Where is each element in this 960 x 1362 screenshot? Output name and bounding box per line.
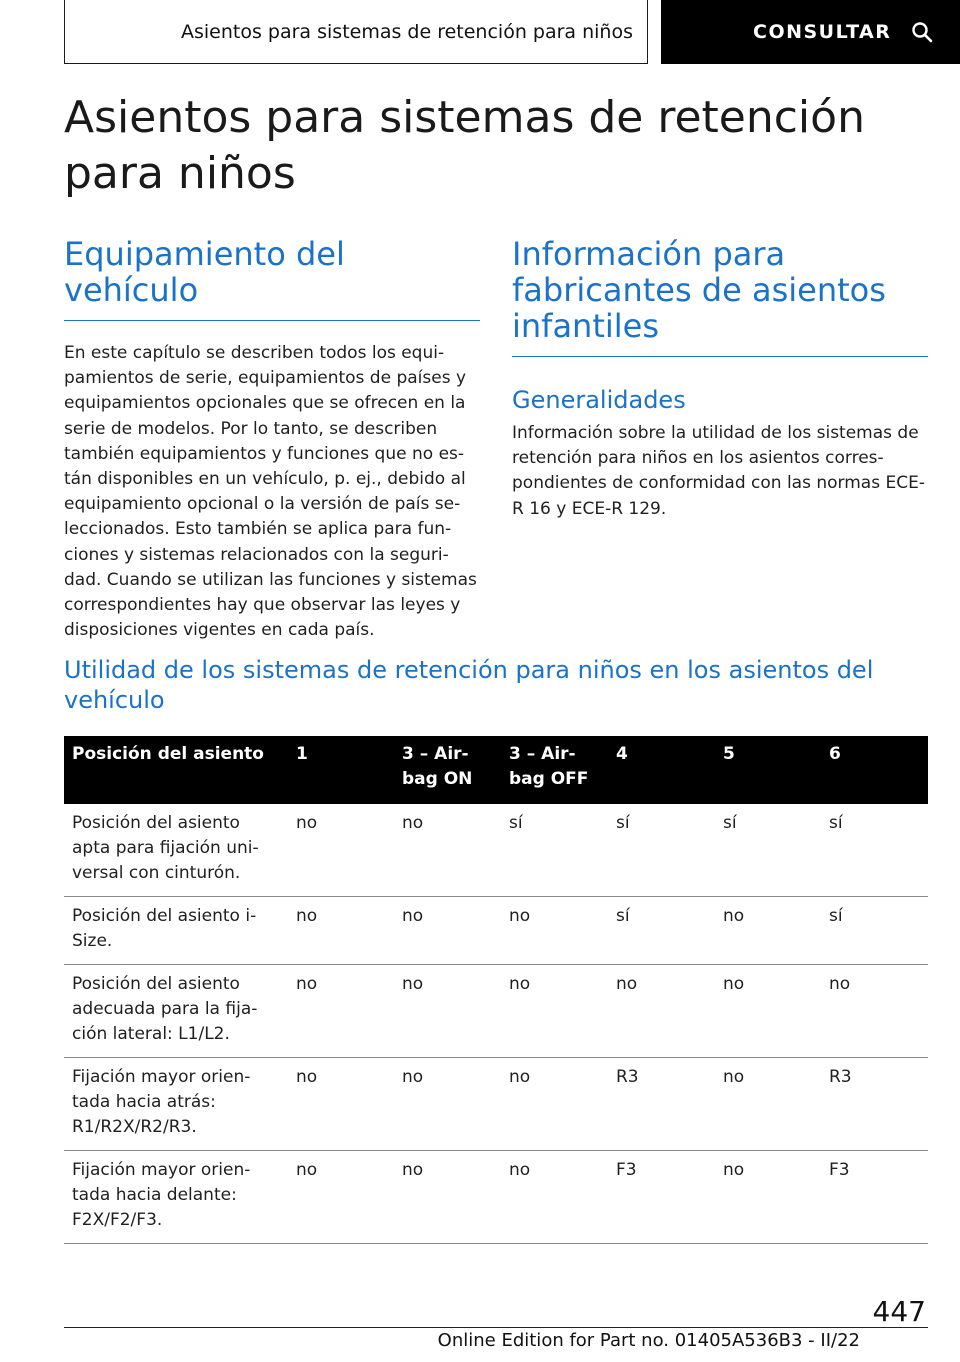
table-cell: no [608, 965, 715, 1058]
utility-title: Utilidad de los sistemas de retención para niños en los asientos del vehículo [64, 656, 874, 714]
table-cell: F3 [608, 1151, 715, 1244]
table-cell: no [501, 965, 608, 1058]
table-cell: no [715, 1151, 821, 1244]
seat-utility-table [64, 736, 928, 1244]
table-cell: sí [821, 804, 928, 897]
table-cell: sí [501, 804, 608, 897]
table-cell: no [715, 897, 821, 965]
table-cell: no [394, 1058, 501, 1151]
vehicle-equipment-body: En este capítulo se describen todos los equi-pamientos de serie, equipamientos de países y equipamientos opcionales que se ofrecen en la serie de modelos. Por lo tanto, se describen también equipamientos y funciones que no es-tán disponibles en un vehículo, p. ej., debido al equipamiento opcional o la versión de país se-leccionados. Esto también se aplica para fun-ciones y sistemas relacionados con la seguri-dad. Cuando se utilizan las funciones y sistemas correspondientes hay que observar las leyes y disposiciones vigentes en cada país. [64, 343, 477, 641]
manufacturer-info-section [512, 236, 928, 522]
search-icon [911, 21, 933, 43]
header-section-title-text: Asientos para sistemas de retención para niños [181, 20, 633, 43]
table-header: 6 [821, 736, 928, 804]
table-cell: no [288, 804, 394, 897]
table-cell: Fijación mayor orien-tada hacia delante: F2X/F2/F3. [64, 1151, 288, 1244]
footer-divider [64, 1327, 928, 1328]
table-cell: sí [608, 897, 715, 965]
table-cell: no [501, 1058, 608, 1151]
vehicle-equipment-section [64, 236, 480, 643]
table-cell: no [394, 897, 501, 965]
table-header: 3 – Air-bag ON [394, 736, 501, 804]
vehicle-equipment-heading: Equipamiento del vehículo [64, 236, 480, 321]
generalities-heading: Generalidades [512, 386, 686, 414]
table-cell: Posición del asiento apta para fijación uni-versal con cinturón. [64, 804, 288, 897]
table-row [64, 1151, 928, 1244]
table-header: Posición del asiento [64, 736, 288, 804]
generalities-body: Información sobre la utilidad de los sistemas de retención para niños en los asientos corres-pondientes de conformidad con las normas ECE-R 16 y ECE-R 129. [512, 423, 925, 519]
table-header: 5 [715, 736, 821, 804]
page-number: 447 [872, 1295, 926, 1328]
footer-edition: Online Edition for Part no. 01405A536B3 - II/22 [437, 1330, 860, 1351]
table-cell: sí [821, 897, 928, 965]
table-cell: Posición del asiento adecuada para la fija-ción lateral: L1/L2. [64, 965, 288, 1058]
table-cell: F3 [821, 1151, 928, 1244]
table-cell: no [394, 804, 501, 897]
table-row [64, 804, 928, 897]
table-cell: Fijación mayor orien-tada hacia atrás: R1/R2X/R2/R3. [64, 1058, 288, 1151]
table-row [64, 965, 928, 1058]
table-cell: no [394, 965, 501, 1058]
table-row [64, 897, 928, 965]
consult-button-label: CONSULTAR [753, 21, 892, 43]
table-cell: no [715, 965, 821, 1058]
manufacturer-info-heading: Información para fabricantes de asientos infantiles [512, 236, 928, 357]
table-cell: no [715, 1058, 821, 1151]
table-cell: no [394, 1151, 501, 1244]
table-cell: no [821, 965, 928, 1058]
table-cell: no [288, 1058, 394, 1151]
table-cell: R3 [608, 1058, 715, 1151]
table-header: 4 [608, 736, 715, 804]
table-cell: sí [608, 804, 715, 897]
page-title: Asientos para sistemas de retención para niños [64, 92, 865, 199]
table-header: 1 [288, 736, 394, 804]
table-header-row [64, 736, 928, 804]
consult-button[interactable] [661, 0, 960, 64]
table-cell: no [501, 1151, 608, 1244]
table-row [64, 1058, 928, 1151]
table-cell: no [288, 965, 394, 1058]
table-cell: no [288, 897, 394, 965]
table-cell: no [288, 1151, 394, 1244]
table-cell: Posición del asiento i-Size. [64, 897, 288, 965]
header-section-title [64, 0, 648, 64]
table-cell: R3 [821, 1058, 928, 1151]
table-cell: sí [715, 804, 821, 897]
table-cell: no [501, 897, 608, 965]
table-header: 3 – Air-bag OFF [501, 736, 608, 804]
